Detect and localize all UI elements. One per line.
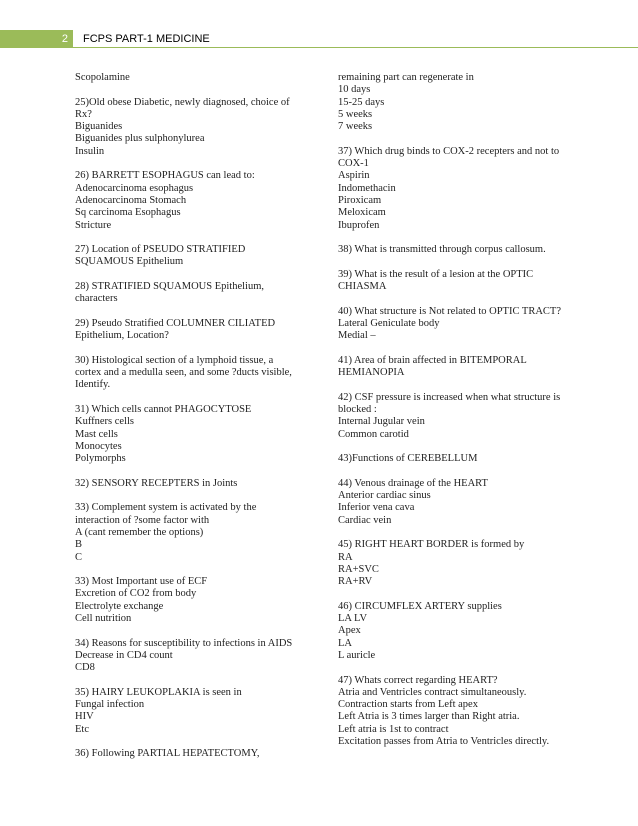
text-line: Polymorphs — [75, 453, 126, 465]
question-line: 31) Which cells cannot PHAGOCYTOSE — [75, 404, 252, 416]
question-block — [75, 72, 300, 84]
question-block — [338, 269, 570, 294]
text-line: C — [75, 551, 83, 563]
text-line: CD8 — [75, 662, 95, 674]
question-line: 38) What is transmitted through corpus callosum. — [338, 244, 546, 256]
question-line: 29) Pseudo Stratified COLUMNER CILIATED — [75, 317, 276, 329]
text-line: Sq carcinoma Esophagus — [75, 207, 181, 219]
text-line: cortex and a medulla seen, and some ?ducts visible, — [75, 367, 292, 379]
question-line: 42) CSF pressure is increased when what structure is — [338, 391, 561, 403]
text-line: Etc — [75, 723, 89, 735]
text-line: RA+RV — [338, 576, 373, 588]
text-line: 5 weeks — [338, 108, 373, 120]
question-block — [75, 97, 300, 158]
question-block — [75, 244, 300, 269]
text-line: Ibuprofen — [338, 219, 380, 231]
text-line: Cardiac vein — [338, 514, 392, 526]
question-line: 33) Complement system is activated by the — [75, 502, 257, 514]
text-line: LA — [338, 637, 352, 649]
text-line: Anterior cardiac sinus — [338, 490, 431, 502]
question-line: 26) BARRETT ESOPHAGUS can lead to: — [75, 170, 255, 182]
question-block — [75, 576, 300, 625]
text-line: Kuffners cells — [75, 416, 134, 428]
question-line: 39) What is the result of a lesion at the OPTIC — [338, 268, 534, 280]
text-line: 15-25 days — [338, 96, 385, 108]
text-line: HIV — [75, 711, 94, 723]
question-line: 28) STRATIFIED SQUAMOUS Epithelium, — [75, 281, 265, 293]
question-line: 27) Location of PSEUDO STRATIFIED — [75, 244, 246, 256]
question-block — [75, 355, 300, 392]
question-line: 25)Old obese Diabetic, newly diagnosed, choice of — [75, 96, 290, 108]
question-line: 44) Venous drainage of the HEART — [338, 477, 488, 489]
question-block — [75, 687, 300, 736]
question-line: Scopolamine — [75, 72, 130, 83]
text-line: Contraction starts from Left apex — [338, 699, 478, 711]
question-block — [338, 355, 570, 380]
text-line: Piroxicam — [338, 194, 382, 206]
text-line: Left Atria is 3 times larger than Right atria. — [338, 711, 520, 723]
text-line: Atria and Ventricles contract simultaneously. — [338, 686, 527, 698]
text-line: A (cant remember the options) — [75, 526, 204, 538]
text-line: Rx? — [75, 108, 92, 120]
page-number-box — [0, 30, 73, 48]
text-line: characters — [75, 293, 118, 305]
question-block — [338, 478, 570, 527]
text-line: Excitation passes from Atria to Ventricles directly. — [338, 736, 550, 748]
text-line: Mast cells — [75, 428, 118, 440]
page-header — [0, 30, 638, 48]
page-number: 2 — [61, 33, 68, 45]
text-line: Lateral Geniculate body — [338, 317, 440, 329]
text-line: Identify. — [75, 379, 111, 391]
question-block — [338, 539, 570, 588]
text-line: Inferior vena cava — [338, 502, 415, 514]
text-line: 7 weeks — [338, 121, 373, 133]
text-line: Stricture — [75, 219, 112, 231]
text-line: Left atria is 1st to contract — [338, 723, 449, 735]
text-line: Adenocarcinoma esophagus — [75, 182, 194, 194]
question-line: remaining part can regenerate in — [338, 72, 474, 83]
question-block — [338, 453, 570, 465]
question-block — [338, 601, 570, 662]
question-block — [338, 244, 570, 256]
question-line: 41) Area of brain affected in BITEMPORAL — [338, 354, 527, 366]
question-line: 35) HAIRY LEUKOPLAKIA is seen in — [75, 686, 242, 698]
text-line: RA — [338, 551, 353, 563]
text-line: Insulin — [75, 145, 105, 157]
text-line: Common carotid — [338, 428, 409, 440]
question-block — [75, 502, 300, 563]
text-line: Aspirin — [338, 170, 370, 182]
question-block — [338, 392, 570, 441]
text-line: LA LV — [338, 613, 368, 625]
question-line: 40) What structure is Not related to OPTIC TRACT? — [338, 305, 561, 317]
question-line: 47) Whats correct regarding HEART? — [338, 674, 498, 686]
question-block — [75, 281, 300, 306]
question-block — [75, 404, 300, 465]
question-line: 43)Functions of CEREBELLUM — [338, 453, 478, 465]
text-line: Apex — [338, 625, 361, 637]
text-line: Biguanides plus sulphonylurea — [75, 133, 205, 145]
question-block — [75, 638, 300, 675]
text-line: CHIASMA — [338, 281, 387, 293]
question-block — [338, 675, 570, 749]
question-block — [75, 318, 300, 343]
text-line: blocked : — [338, 404, 377, 416]
text-line: Biguanides — [75, 121, 123, 133]
header-rule — [73, 47, 638, 48]
question-line: 46) CIRCUMFLEX ARTERY supplies — [338, 600, 502, 612]
question-line: 36) Following PARTIAL HEPATECTOMY, — [75, 748, 260, 760]
text-line: Medial – — [338, 330, 376, 342]
text-line: L auricle — [338, 649, 376, 661]
question-block — [338, 306, 570, 343]
question-block — [75, 748, 300, 760]
text-line: HEMIANOPIA — [338, 367, 405, 379]
text-line: Electrolyte exchange — [75, 600, 164, 612]
text-line: SQUAMOUS Epithelium — [75, 256, 184, 268]
text-line: Fungal infection — [75, 699, 145, 711]
question-block — [75, 170, 300, 231]
text-line: Excretion of CO2 from body — [75, 588, 197, 600]
question-line: 30) Histological section of a lymphoid tissue, a — [75, 354, 274, 366]
text-line: B — [75, 539, 83, 551]
text-line: Internal Jugular vein — [338, 416, 425, 428]
text-line: COX-1 — [338, 158, 369, 170]
text-line: interaction of ?some factor with — [75, 514, 210, 526]
question-block — [338, 72, 570, 133]
text-line: Meloxicam — [338, 207, 386, 219]
text-line: Decrease in CD4 count — [75, 649, 173, 661]
header-title: FCPS PART-1 MEDICINE — [83, 33, 210, 45]
question-line: 34) Reasons for susceptibility to infections in AIDS — [75, 637, 293, 649]
text-line: RA+SVC — [338, 563, 379, 575]
text-line: Cell nutrition — [75, 613, 132, 625]
text-line: Epithelium, Location? — [75, 330, 169, 342]
question-block — [75, 478, 300, 490]
right-column — [338, 72, 570, 761]
question-line: 32) SENSORY RECEPTERS in Joints — [75, 477, 238, 489]
text-line: Indomethacin — [338, 182, 396, 194]
question-block — [338, 146, 570, 232]
question-line: 33) Most Important use of ECF — [75, 576, 208, 588]
text-line: Adenocarcinoma Stomach — [75, 194, 187, 206]
question-line: 45) RIGHT HEART BORDER is formed by — [338, 539, 525, 551]
question-line: 37) Which drug binds to COX-2 recepters and not to — [338, 145, 560, 157]
text-line: Monocytes — [75, 440, 122, 452]
text-line: 10 days — [338, 84, 371, 96]
left-column — [75, 72, 300, 773]
